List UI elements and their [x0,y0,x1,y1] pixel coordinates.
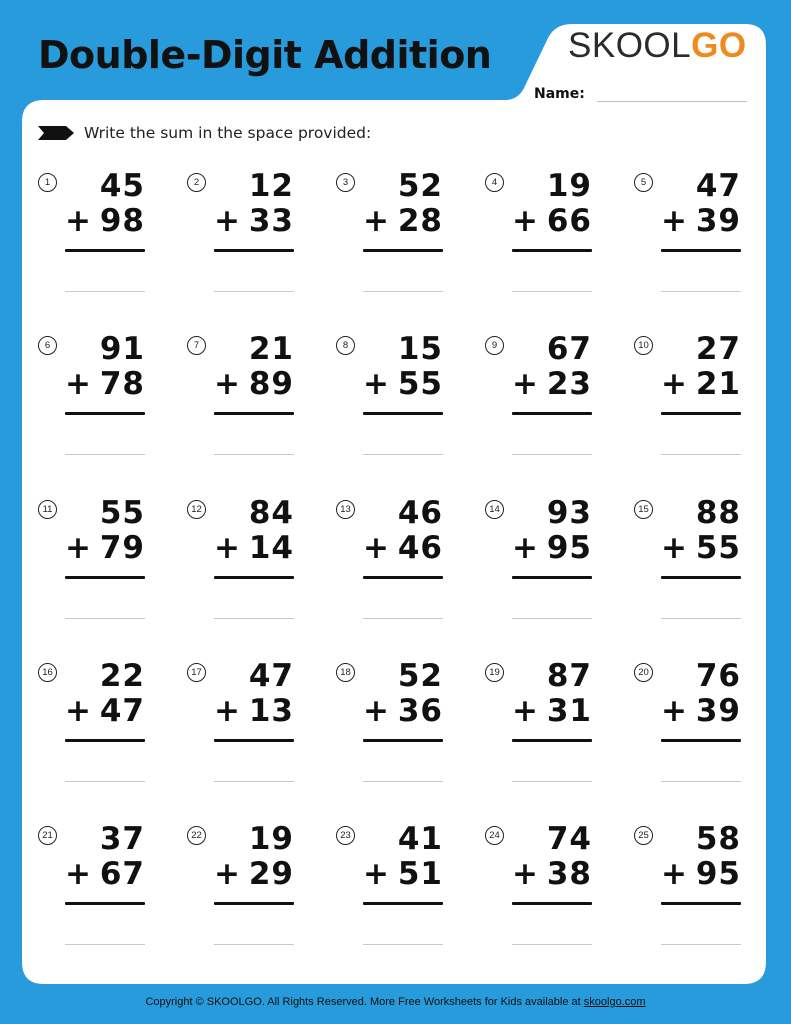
plus-sign: + [65,203,91,239]
problem-number: 2 [187,173,206,192]
sum-rule [363,902,443,905]
addend-top: 15 [397,331,443,367]
addend-top: 91 [99,331,145,367]
answer-line[interactable] [661,291,741,292]
problem-17 [187,658,294,791]
answer-line[interactable] [65,291,145,292]
sum-rule [512,412,592,415]
sum-rule [363,739,443,742]
addend-bottom: 39 [695,203,741,239]
problem-22 [187,821,294,954]
plus-sign: + [65,530,91,566]
plus-sign: + [512,530,538,566]
problem-number: 18 [336,663,355,682]
problem-7 [187,331,294,464]
sum-rule [214,902,294,905]
plus-sign: + [661,530,687,566]
plus-sign: + [661,203,687,239]
problem-number: 6 [38,336,57,355]
sum-rule [363,412,443,415]
addend-bottom: 89 [248,366,294,402]
problem-number: 13 [336,500,355,519]
sum-rule [65,249,145,252]
addend-bottom: 39 [695,693,741,729]
problem-24 [485,821,592,954]
problem-number: 23 [336,826,355,845]
addend-top: 27 [695,331,741,367]
addend-top: 88 [695,495,741,531]
addend-bottom: 13 [248,693,294,729]
skoolgo-link[interactable]: skoolgo.com [583,996,646,1008]
problem-number: 24 [485,826,504,845]
problem-number: 25 [634,826,653,845]
addend-top: 19 [546,168,592,204]
problem-number: 19 [485,663,504,682]
problem-number: 3 [336,173,355,192]
problem-1 [38,168,145,301]
sum-rule [363,249,443,252]
name-label: Name: [534,86,585,102]
problem-21 [38,821,145,954]
sum-rule [512,902,592,905]
addend-bottom: 98 [99,203,145,239]
answer-line[interactable] [363,781,443,782]
plus-sign: + [661,856,687,892]
sum-rule [214,412,294,415]
addend-bottom: 21 [695,366,741,402]
problem-9 [485,331,592,464]
addend-top: 21 [248,331,294,367]
plus-sign: + [363,856,389,892]
addend-bottom: 33 [248,203,294,239]
addend-top: 76 [695,658,741,694]
answer-line[interactable] [363,618,443,619]
answer-line[interactable] [512,781,592,782]
plus-sign: + [512,856,538,892]
answer-line[interactable] [512,618,592,619]
addend-top: 12 [248,168,294,204]
addend-bottom: 36 [397,693,443,729]
addend-top: 41 [397,821,443,857]
addend-bottom: 46 [397,530,443,566]
logo-prefix: SKOOL [568,26,692,65]
addend-top: 87 [546,658,592,694]
answer-line[interactable] [363,291,443,292]
addend-bottom: 55 [695,530,741,566]
sum-rule [214,739,294,742]
sum-rule [661,412,741,415]
problem-number: 15 [634,500,653,519]
problem-18 [336,658,443,791]
problem-number: 8 [336,336,355,355]
plus-sign: + [214,693,240,729]
plus-sign: + [65,693,91,729]
addend-top: 52 [397,168,443,204]
problem-number: 22 [187,826,206,845]
problem-20 [634,658,741,791]
plus-sign: + [512,203,538,239]
logo-suffix: GO [691,26,747,65]
problem-number: 9 [485,336,504,355]
addend-bottom: 55 [397,366,443,402]
copyright-text: Copyright © SKOOLGO. All Rights Reserved. More Free Worksheets for Kids available at [145,996,584,1008]
plus-sign: + [65,366,91,402]
addend-bottom: 31 [546,693,592,729]
plus-sign: + [214,856,240,892]
addend-bottom: 79 [99,530,145,566]
plus-sign: + [661,693,687,729]
answer-line[interactable] [214,944,294,945]
problem-number: 1 [38,173,57,192]
answer-line[interactable] [214,454,294,455]
problem-number: 5 [634,173,653,192]
problem-8 [336,331,443,464]
sum-rule [65,739,145,742]
addend-top: 84 [248,495,294,531]
plus-sign: + [214,530,240,566]
footer [0,996,791,1008]
answer-line[interactable] [65,618,145,619]
sum-rule [661,739,741,742]
sum-rule [214,576,294,579]
problem-number: 20 [634,663,653,682]
page-title: Double-Digit Addition [38,33,492,77]
problem-16 [38,658,145,791]
addend-top: 67 [546,331,592,367]
sum-rule [512,739,592,742]
plus-sign: + [214,366,240,402]
addend-bottom: 23 [546,366,592,402]
addend-bottom: 95 [695,856,741,892]
answer-line[interactable] [65,454,145,455]
answer-line[interactable] [512,291,592,292]
problem-number: 11 [38,500,57,519]
problem-14 [485,495,592,628]
problem-5 [634,168,741,301]
addend-top: 47 [695,168,741,204]
plus-sign: + [363,693,389,729]
sum-rule [65,576,145,579]
problem-23 [336,821,443,954]
sum-rule [661,902,741,905]
addend-bottom: 47 [99,693,145,729]
addend-top: 93 [546,495,592,531]
addend-bottom: 66 [546,203,592,239]
answer-line[interactable] [363,454,443,455]
answer-line[interactable] [661,781,741,782]
problem-number: 21 [38,826,57,845]
answer-line[interactable] [214,618,294,619]
addend-bottom: 28 [397,203,443,239]
problem-number: 12 [187,500,206,519]
problem-6 [38,331,145,464]
addend-top: 52 [397,658,443,694]
problem-number: 4 [485,173,504,192]
plus-sign: + [363,530,389,566]
addend-top: 55 [99,495,145,531]
addend-top: 58 [695,821,741,857]
addend-bottom: 14 [248,530,294,566]
plus-sign: + [512,693,538,729]
problem-25 [634,821,741,954]
answer-line[interactable] [512,944,592,945]
answer-line[interactable] [65,781,145,782]
problem-number: 7 [187,336,206,355]
problem-number: 14 [485,500,504,519]
answer-line[interactable] [214,291,294,292]
addend-top: 74 [546,821,592,857]
answer-line[interactable] [65,944,145,945]
sum-rule [512,249,592,252]
addend-top: 47 [248,658,294,694]
problem-number: 10 [634,336,653,355]
sum-rule [65,902,145,905]
addend-bottom: 78 [99,366,145,402]
addend-bottom: 51 [397,856,443,892]
problem-number: 16 [38,663,57,682]
problem-number: 17 [187,663,206,682]
problem-13 [336,495,443,628]
problem-3 [336,168,443,301]
answer-line[interactable] [661,618,741,619]
sum-rule [363,576,443,579]
answer-line[interactable] [661,454,741,455]
addend-top: 37 [99,821,145,857]
answer-line[interactable] [363,944,443,945]
addend-bottom: 67 [99,856,145,892]
problem-4 [485,168,592,301]
answer-line[interactable] [661,944,741,945]
problem-19 [485,658,592,791]
sum-rule [512,576,592,579]
sum-rule [661,576,741,579]
plus-sign: + [512,366,538,402]
answer-line[interactable] [512,454,592,455]
plus-sign: + [65,856,91,892]
plus-sign: + [214,203,240,239]
problem-2 [187,168,294,301]
answer-line[interactable] [214,781,294,782]
sum-rule [214,249,294,252]
plus-sign: + [661,366,687,402]
instruction-text: Write the sum in the space provided: [84,124,372,142]
problem-12 [187,495,294,628]
addend-bottom: 95 [546,530,592,566]
plus-sign: + [363,203,389,239]
addend-bottom: 29 [248,856,294,892]
problem-10 [634,331,741,464]
sum-rule [661,249,741,252]
plus-sign: + [363,366,389,402]
addend-top: 46 [397,495,443,531]
addend-top: 45 [99,168,145,204]
addend-top: 22 [99,658,145,694]
problem-11 [38,495,145,628]
sum-rule [65,412,145,415]
problem-15 [634,495,741,628]
addend-top: 19 [248,821,294,857]
addend-bottom: 38 [546,856,592,892]
